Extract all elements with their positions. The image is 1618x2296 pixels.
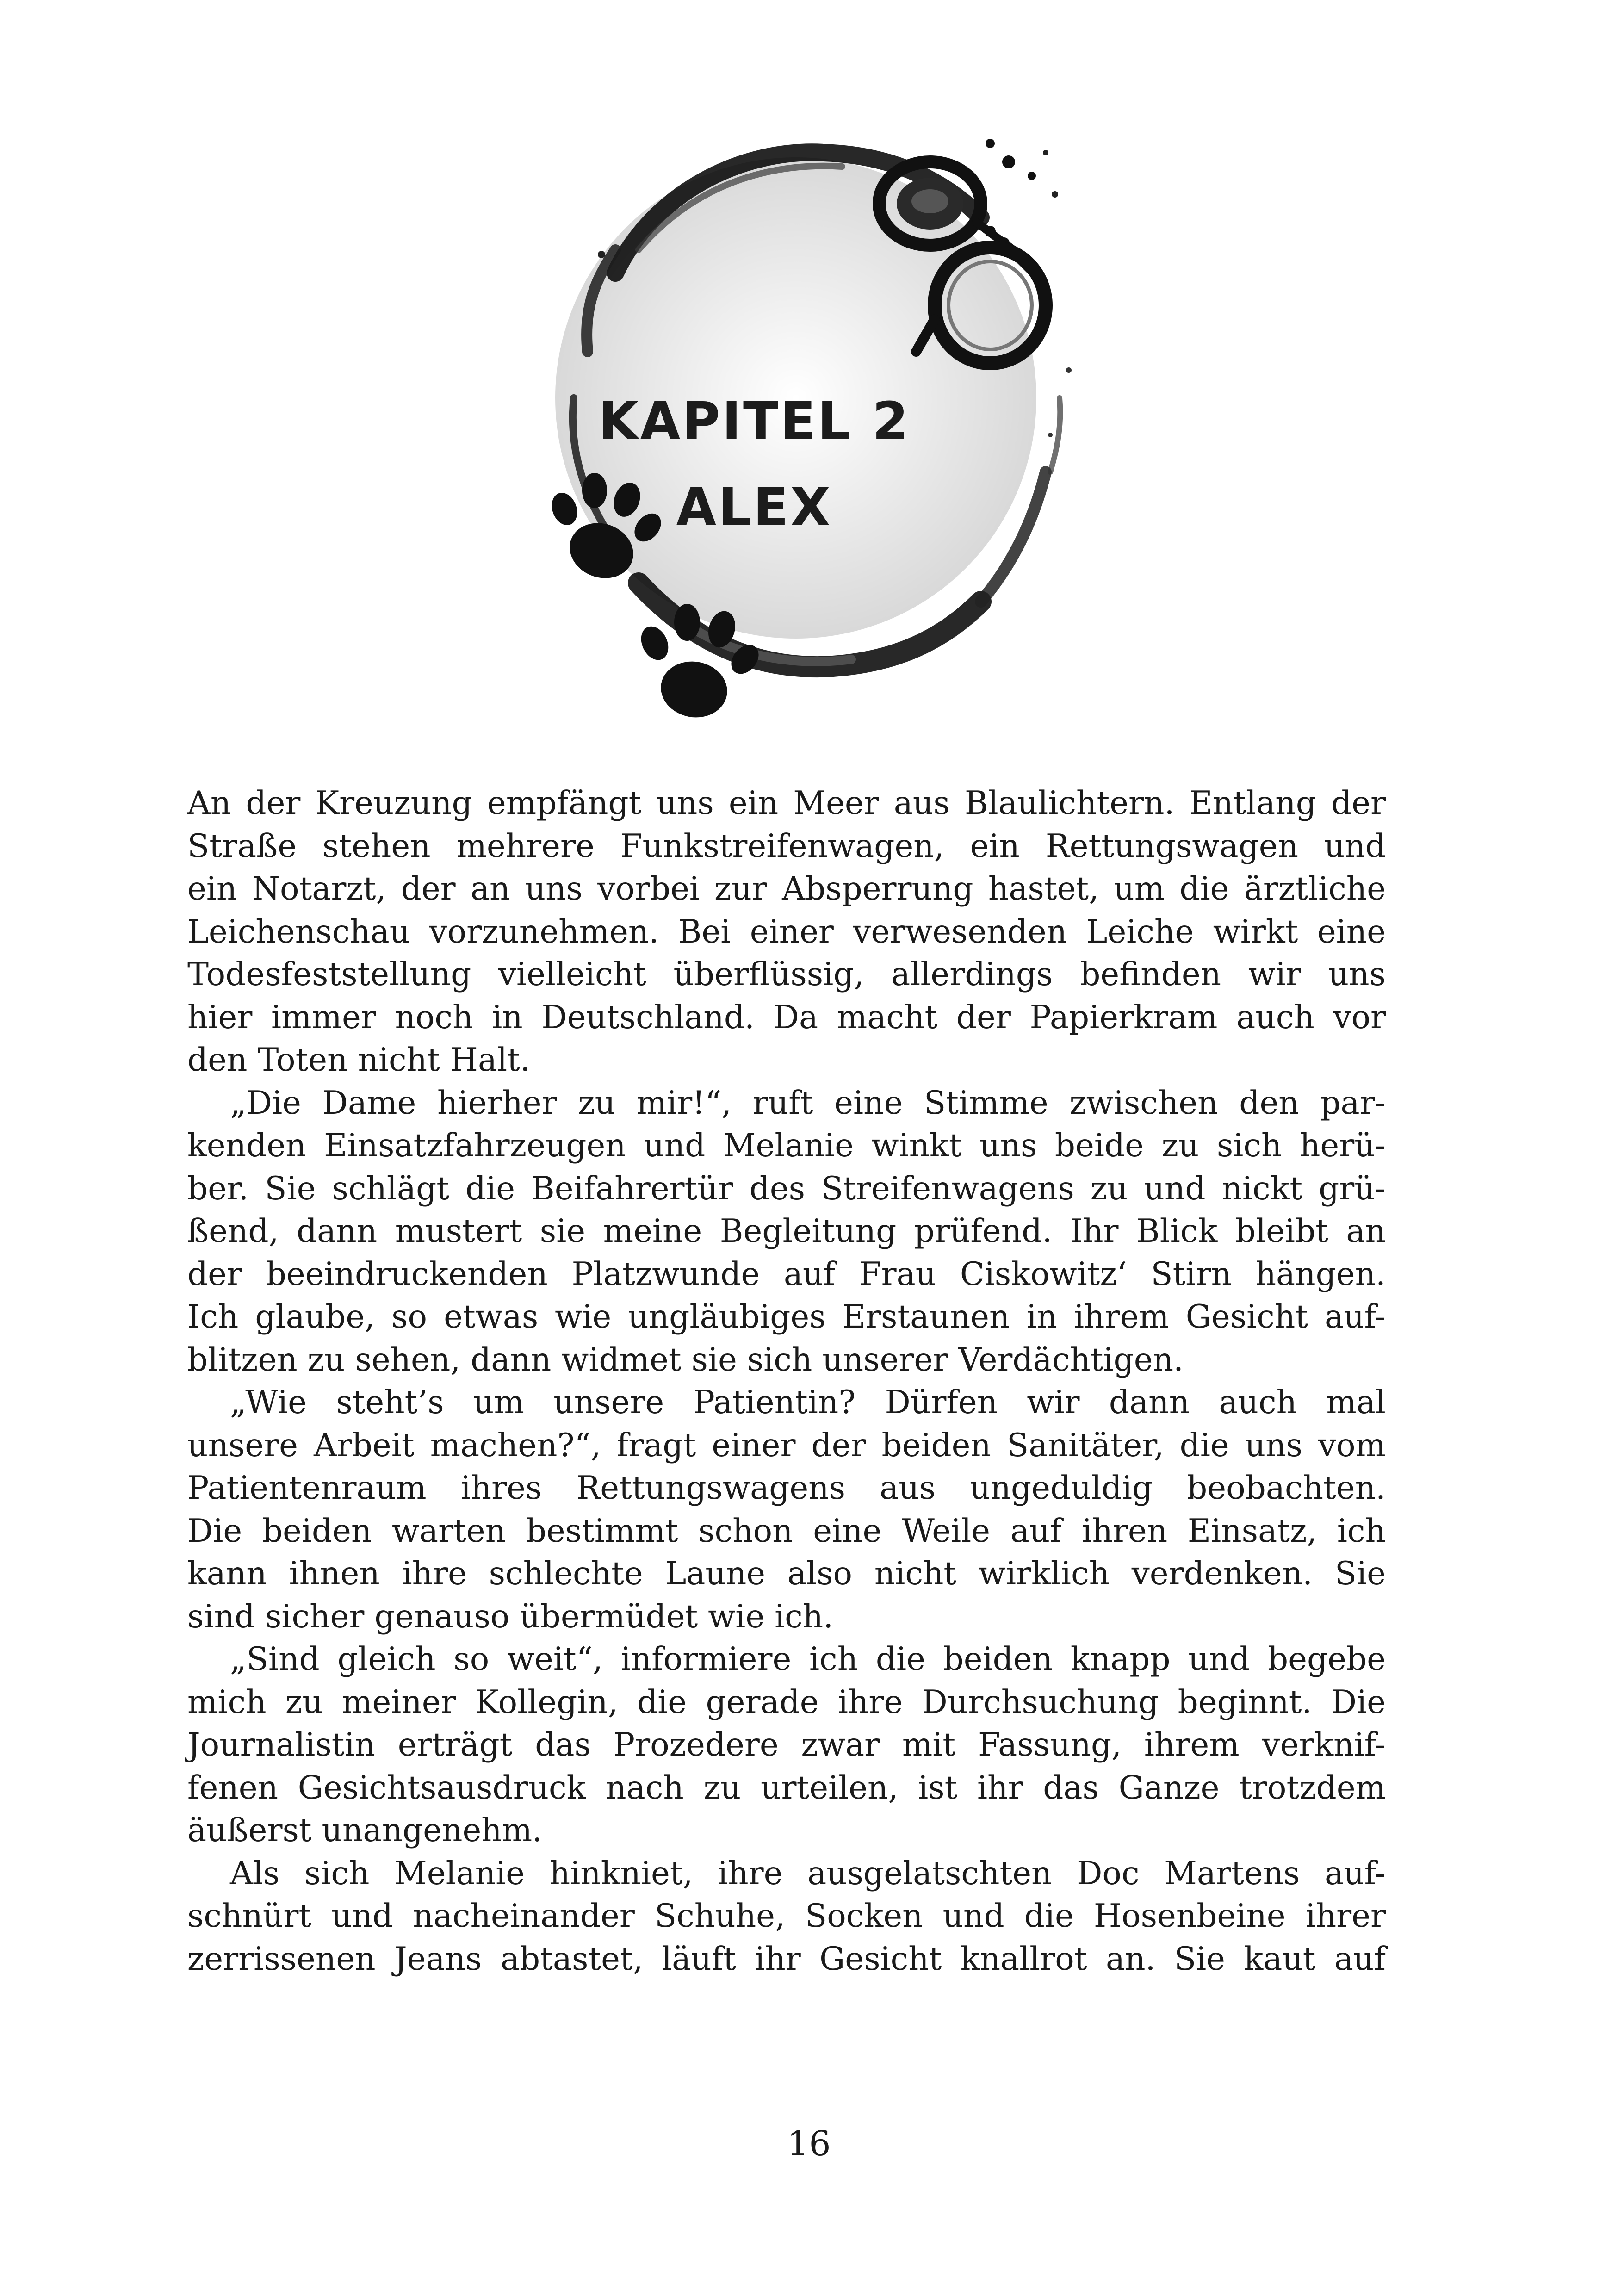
text-line: schnürt und nacheinander Schuhe, Socken und die Hosenbeine ihrer bbox=[187, 1898, 1386, 1935]
text-line: „Wie steht’s um unsere Patientin? Dürfen wir dann auch mal bbox=[230, 1384, 1386, 1421]
text-line: den Toten nicht Halt. bbox=[187, 1042, 530, 1079]
text-line: Straße stehen mehrere Funkstreifenwagen, ein Rettungswagen und bbox=[187, 827, 1386, 865]
text-line: kann ihnen ihre schlechte Laune also nicht wirklich verdenken. Sie bbox=[187, 1555, 1386, 1592]
paragraph bbox=[187, 1638, 1386, 1852]
text-line: zerrissenen Jeans abtastet, läuft ihr Gesicht knallrot an. Sie kaut auf bbox=[187, 1940, 1386, 1978]
text-line: kenden Einsatzfahrzeugen und Melanie winkt uns beide zu sich herü- bbox=[187, 1127, 1386, 1164]
text-line: unsere Arbeit machen?“, fragt einer der beiden Sanitäter, die uns vom bbox=[187, 1427, 1386, 1464]
body-text bbox=[187, 782, 1386, 1980]
chapter-label: KAPITEL 2 bbox=[598, 391, 911, 452]
text-line: der beeindruckenden Platzwunde auf Frau Ciskowitz‘ Stirn hängen. bbox=[187, 1255, 1386, 1293]
chapter-name: ALEX bbox=[676, 478, 832, 538]
text-line: Als sich Melanie hinkniet, ihre ausgelatschten Doc Martens auf- bbox=[230, 1855, 1386, 1892]
text-line: Leichenschau vorzunehmen. Bei einer verwesenden Leiche wirkt eine bbox=[187, 913, 1386, 950]
text-line: ein Notarzt, der an uns vorbei zur Absperrung hastet, um die ärztliche bbox=[187, 870, 1386, 907]
paragraph bbox=[187, 1082, 1386, 1382]
text-line: Die beiden warten bestimmt schon eine Weile auf ihren Einsatz, ich bbox=[187, 1512, 1386, 1550]
text-line: ber. Sie schlägt die Beifahrertür des Streifenwagens zu und nickt grü- bbox=[187, 1170, 1386, 1207]
text-line: Journalistin erträgt das Prozedere zwar mit Fassung, ihrem verknif- bbox=[187, 1726, 1386, 1763]
text-line: äußerst unangenehm. bbox=[187, 1812, 543, 1849]
text-line: Ich glaube, so etwas wie ungläubiges Erstaunen in ihrem Gesicht auf- bbox=[187, 1298, 1386, 1335]
text-line: fenen Gesichtsausdruck nach zu urteilen, ist ihr das Ganze trotzdem bbox=[187, 1769, 1386, 1806]
text-line: Patientenraum ihres Rettungswagens aus ungeduldig beobachten. bbox=[187, 1470, 1386, 1507]
paragraph bbox=[187, 1381, 1386, 1638]
page-number: 16 bbox=[787, 2124, 831, 2164]
text-line: hier immer noch in Deutschland. Da macht der Papierkram auch vor bbox=[187, 999, 1386, 1036]
text-line: „Sind gleich so weit“, informiere ich die beiden knapp und begebe bbox=[230, 1641, 1386, 1678]
text-line: ßend, dann mustert sie meine Begleitung prüfend. Ihr Blick bleibt an bbox=[187, 1213, 1386, 1250]
text-line: blitzen zu sehen, dann widmet sie sich unserer Verdächtigen. bbox=[187, 1341, 1184, 1378]
text-line: „Die Dame hierher zu mir!“, ruft eine Stimme zwischen den par- bbox=[230, 1084, 1386, 1122]
text-line: Todesfeststellung vielleicht überflüssig, allerdings befinden wir uns bbox=[187, 956, 1386, 993]
text-line: mich zu meiner Kollegin, die gerade ihre Durchsuchung beginnt. Die bbox=[187, 1683, 1386, 1721]
text-line: sind sicher genauso übermüdet wie ich. bbox=[187, 1598, 834, 1635]
paragraph bbox=[187, 1852, 1386, 1981]
text-line: An der Kreuzung empfängt uns ein Meer aus Blaulichtern. Entlang der bbox=[187, 785, 1386, 822]
paragraph bbox=[187, 782, 1386, 1082]
